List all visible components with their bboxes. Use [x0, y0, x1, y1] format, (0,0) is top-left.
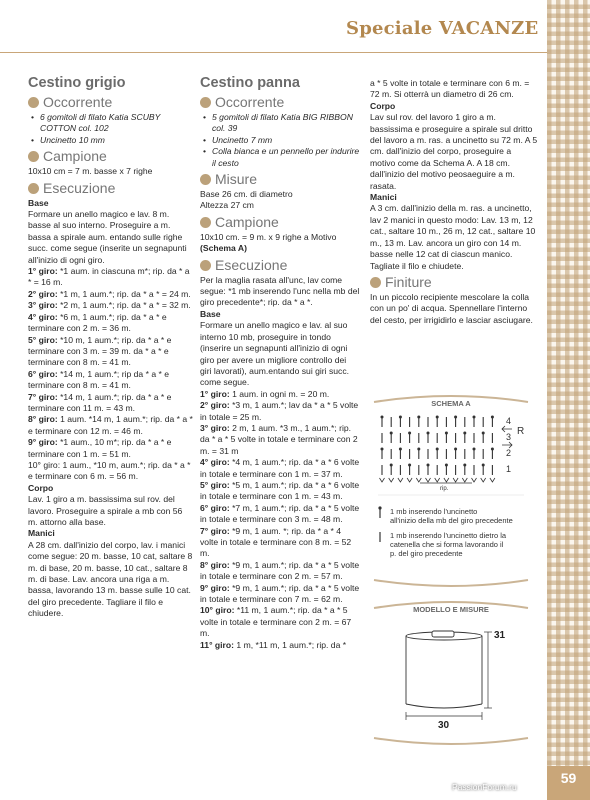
round-item: 4° giro: *6 m, 1 aum.*; rip. da * a * e terminare con 2 m. = 36 m. [28, 311, 167, 334]
schema-frame-bottom [374, 580, 528, 586]
stitch-symbol [482, 432, 485, 444]
round-item: 6° giro: *7 m, 1 aum.*; rip. da * a * 5 volte in totale e terminare con 3 m. = 48 m. [200, 502, 360, 525]
legend-text-1: 1 mb inserendo l'uncinetto all'inizio della mb del giro precedente [390, 507, 513, 525]
round-item: 7° giro: *9 m, 1 aum. *; rip. da * a * 4 volte in totale e terminare con 8 m. = 52 m. [200, 525, 352, 559]
section-misure: Misure [200, 171, 360, 188]
round-item: 9° giro: *1 aum., 10 m*; rip. da * a * e terminare con 1 m. = 51 m. [28, 437, 172, 459]
title-cestino-grigio: Cestino grigio [28, 75, 126, 91]
subheading-manici: Manici [370, 192, 397, 203]
legend-symbol-1 [378, 506, 381, 518]
chain-symbol [416, 478, 421, 482]
chain-symbol [389, 478, 394, 482]
stitch-symbol [381, 448, 384, 460]
stitch-grid [380, 416, 513, 483]
modello-title: MODELLO E MISURE [413, 605, 489, 614]
stitch-symbol [408, 464, 411, 476]
schema-title: SCHEMA A [431, 399, 471, 408]
subheading-base: Base [200, 308, 221, 319]
stitch-symbol [445, 432, 448, 444]
bullet-dot-icon [200, 174, 211, 185]
round-item: 9° giro: *9 m, 1 aum.*; rip. da * a * 5 volte in totale e terminare con 7 m. = 62 m. [200, 582, 360, 605]
section-esecuzione: Esecuzione [28, 180, 194, 197]
bullet-dot-icon [28, 183, 39, 194]
materials-list [28, 112, 194, 146]
list-item: • Uncinetto 10 mm [40, 135, 194, 146]
corpo-text: Lav sul rov. del lavoro 1 giro a m. bassissima e proseguire a spirale sul dritto del lavoro a m. ras. a uncinetto su 72 m. A 5 cm. dall'inizio del corpo, proseguire a motivo come da Schema A. A 18 cm. dall'inizio del motivo peosaeguire a m. rasata. [370, 112, 538, 191]
round-item: 5° giro: *10 m, 1 aum.*; rip. da * a * e terminare con 3 m. = 39 m. da * a * e terminare con 8 m. = 41 m. [28, 334, 172, 368]
round-item: 3° giro: *2 m, 1 aum.*; rip. da * a * = 32 m. [28, 300, 191, 311]
stitch-symbol [463, 432, 466, 444]
chain-symbol [398, 478, 403, 482]
round-item: 4° giro: *4 m, 1 aum.*; rip. da * a * 6 volte in totale e terminare con 1 m. = 37 m. [200, 457, 360, 479]
width-dimension: 30 [438, 720, 450, 731]
list-item: • 5 gomitoli di filato Katia BIG RIBBON col. 39 [212, 112, 360, 135]
stitch-symbol [417, 416, 420, 428]
modello-misure-diagram [368, 598, 534, 748]
chain-symbol [380, 478, 385, 482]
title-cestino-panna: Cestino panna [200, 75, 300, 91]
stitch-symbol [381, 416, 384, 428]
chain-symbol [444, 478, 449, 482]
bullet-dot-icon [200, 217, 211, 228]
page-header: Speciale VACANZE [346, 18, 539, 39]
column-cestino-panna [200, 74, 360, 651]
subheading-corpo: Corpo [28, 482, 54, 493]
section-finiture: Finiture [370, 274, 538, 291]
list-item: • 6 gomitoli di filato Katia SCUBY COTTON col. 102 [40, 112, 194, 135]
list-item: • Colla bianca e un pennello per indurire il cesto [212, 146, 360, 169]
stitch-symbol [436, 448, 439, 460]
round-item: 6° giro: *14 m, 1 aum.*; rip da * a * e terminare con 8 m. = 41 m. [28, 368, 170, 391]
manici-text: A 3 cm. dall'inizio della m. ras. a uncinetto, lav 2 manici in questo modo: Lav. 13 m, 12 cat., saltare 10 m., 26 m, 12 cat., saltare 10 m., 13 m. Lav. ancora un giro con 14 m. basse nelle 12 cat di ciascun manico. Tagliate il filo e chiudete. [370, 203, 536, 271]
header-rule [0, 52, 547, 53]
column-cestino-grigio [28, 74, 194, 620]
chain-symbol [407, 478, 412, 482]
stitch-symbol [399, 448, 402, 460]
section-campione: Campione [200, 214, 360, 231]
section-occorrente: Occorrente [200, 94, 360, 111]
stitch-symbol [491, 416, 494, 428]
manici-text: A 28 cm. dall'inizio del corpo, lav. i manici come segue: 20 m. basse, 10 cat, saltare 8 m. di base, 20 m. basse, 10 cat., saltare 8 m. di base. Lav. ancora una riga a m. bassa, lavorando 13 m. basse sulle 10 cat. del giro precedente. Tagliare il filo e chiudere. [28, 539, 193, 619]
stitch-symbol [482, 464, 485, 476]
subheading-manici: Manici [28, 528, 55, 539]
section-occorrente: Occorrente [28, 94, 194, 111]
modello-frame-bottom [374, 738, 528, 744]
stitch-symbol [427, 432, 430, 444]
stitch-symbol [427, 464, 430, 476]
watermark: PassionForum.ru [452, 782, 517, 792]
campione-text: 10x10 cm. = 9 m. x 9 righe a Motivo [200, 231, 337, 242]
chain-symbol [453, 478, 458, 482]
chain-symbol [462, 478, 467, 482]
campione-schema-ref: (Schema A) [200, 243, 247, 254]
base-text: Formare un anello magico e lav. 8 m. basse al suo interno. Proseguire a m. bassa a spirale aum. entando sulle righe succ. come segue (inserite un segnapunti all'inizio di ogni giro. [28, 209, 187, 265]
chain-symbol [426, 478, 431, 482]
basket-handle [432, 631, 454, 637]
chain-symbol [435, 478, 440, 482]
bullet-dot-icon [28, 151, 39, 162]
campione-text: 10x10 cm = 7 m. basse x 7 righe [28, 166, 153, 177]
round-item: 10° giro: *11 m, 1 aum.*; rip. da * a * 5 volte in totale e terminare con 2 m. = 67 m. [200, 605, 352, 639]
round-item: 2° giro: *3 m, 1 aum.*; lav da * a * 5 volte in totale = 25 m. [200, 400, 359, 422]
misure-text: Altezza 27 cm [200, 200, 254, 211]
round-item: 8° giro: 1 aum. *14 m, 1 aum.*; rip. da * a * e terminare con 12 m. = 46 m. [28, 414, 193, 436]
gingham-border [547, 0, 590, 800]
round-item: 7° giro: *14 m, 1 aum.*; rip. da * a * e terminare con 11 m. = 43 m. [28, 391, 172, 413]
bullet-dot-icon [370, 277, 381, 288]
row-label: 1 [506, 464, 512, 474]
round-item: 10° giro: 1 aum., *10 m, aum.*; rip. da * a * e terminare con 6 m. = 56 m. [28, 459, 191, 482]
repeat-label-r: R [517, 426, 525, 437]
subheading-base: Base [28, 197, 49, 208]
stitch-symbol [436, 416, 439, 428]
column-continuation [370, 78, 538, 326]
esecuzione-text: Per la maglia rasata all'unc, lav come segue: *1 mb inserendo l'unc nella mb del giro precedente*; rip. da * a *. [200, 274, 360, 308]
base-text: Formare un anello magico e lav. al suo interno 10 mb, proseguire in tondo (inserire un segnapunti all'inizio di ogni giro per avere un migliore controllo dei giri lavorati), aum.entando sui giri succ. come segue. [200, 320, 350, 388]
stitch-symbol [390, 432, 393, 444]
chain-symbol [490, 478, 495, 482]
height-dimension: 31 [494, 630, 506, 641]
stitch-symbol [491, 448, 494, 460]
bullet-dot-icon [200, 97, 211, 108]
chain-symbol [472, 478, 477, 482]
stitch-symbol [417, 448, 420, 460]
stitch-symbol [454, 416, 457, 428]
round-item: 2° giro: *1 m, 1 aum.*; rip. da * a * = 24 m. [28, 288, 191, 299]
round-item: 8° giro: *9 m, 1 aum.*; rip. da * a * 5 volte in totale e terminare con 2 m. = 57 m. [200, 559, 360, 582]
stitch-symbol [408, 432, 411, 444]
materials-list [200, 112, 360, 169]
section-campione: Campione [28, 148, 194, 165]
repeat-label: rip. [440, 486, 449, 492]
subheading-corpo: Corpo [370, 100, 396, 111]
continuation-text: a * 5 volte in totale e terminare con 6 m. = 72 m. Si otterrà un diametro di 26 cm. [370, 78, 530, 100]
finiture-text: In un piccolo recipiente mescolare la colla con un po' di acqua. Spennellare l'interno del cesto, per irrigidirlo e lasciar asciugare. [370, 291, 533, 325]
stitch-symbol [463, 464, 466, 476]
round-item: 3° giro: 2 m, 1 aum. *3 m., 1 aum.*; rip. da * a * 5 volte in totale e terminare con 2 m. = 31 m [200, 422, 358, 456]
chain-symbol [481, 478, 486, 482]
page-number: 59 [560, 770, 577, 786]
page-number-box [547, 766, 590, 800]
stitch-symbol [390, 464, 393, 476]
round-item: 11° giro: 1 m, *11 m, 1 aum.*; rip. da * [200, 639, 347, 650]
bullet-dot-icon [200, 260, 211, 271]
basket-bottom [406, 704, 482, 708]
round-item: 1° giro: *1 aum. in ciascuna m*; rip. da * a * = 16 m. [28, 266, 190, 288]
round-item: 1° giro: 1 aum. in ogni m. = 20 m. [200, 388, 330, 399]
row-label: 4 [506, 416, 512, 426]
stitch-symbol [454, 448, 457, 460]
stitch-symbol [399, 416, 402, 428]
legend-text-2: 1 mb inserendo l'uncinetto dietro la catenella che si forma lavorando il p. del giro precedente [390, 531, 507, 558]
corpo-text: Lav. 1 giro a m. bassissima sul rov. del lavoro. Proseguire a spirale a mb con 56 m. attorno alla base. [28, 494, 183, 527]
round-item: 5° giro: *5 m, 1 aum.*; rip. da * a * 6 volte in totale e terminare con 1 m. = 43 m. [200, 479, 360, 502]
misure-text: Base 26 cm. di diametro [200, 189, 293, 200]
stitch-symbol [445, 464, 448, 476]
schema-a-diagram [368, 392, 534, 590]
section-esecuzione: Esecuzione [200, 257, 360, 274]
stitch-symbol [473, 448, 476, 460]
row-label: 3 [506, 432, 512, 442]
list-item: • Uncinetto 7 mm [212, 135, 360, 146]
bullet-dot-icon [28, 97, 39, 108]
row-label: 2 [506, 448, 512, 458]
stitch-symbol [473, 416, 476, 428]
